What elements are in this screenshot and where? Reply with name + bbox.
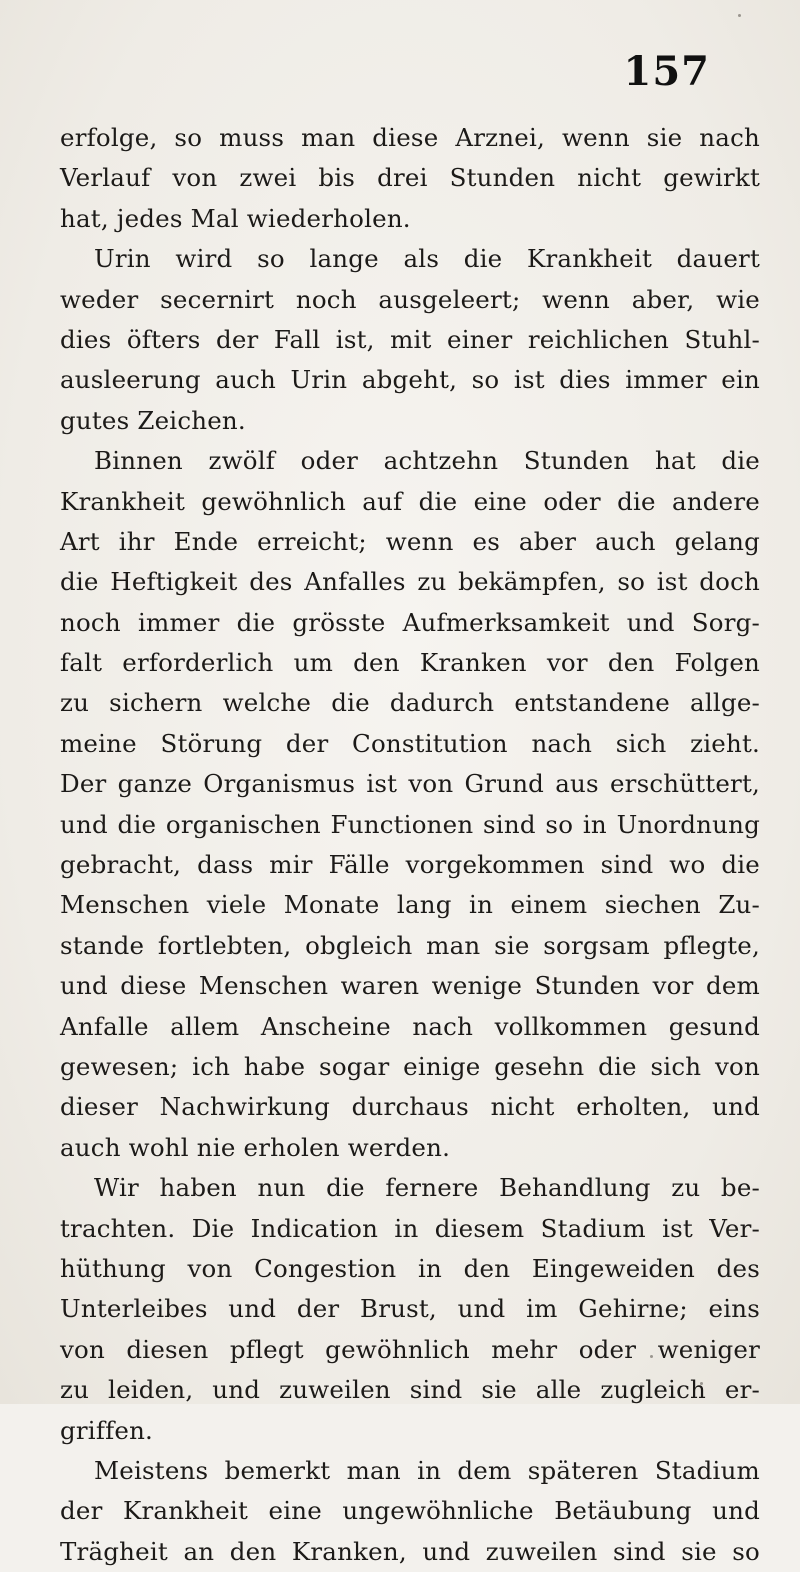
- paragraph-start-line: Urin wird so lange als die Krankheit dauert: [94, 244, 760, 274]
- text-line: zu leiden, und zuweilen sind sie alle zugleich er-: [60, 1375, 760, 1405]
- text-line: der Krankheit eine ungewöhnliche Betäubung und: [60, 1496, 760, 1526]
- text-line: falt erforderlich um den Kranken vor den Folgen: [60, 648, 760, 678]
- text-line: Menschen viele Monate lang in einem siechen Zu-: [60, 890, 760, 920]
- text-line: ausleerung auch Urin abgeht, so ist dies immer ein: [60, 365, 760, 395]
- text-line: hüthung von Congestion in den Eingeweiden des: [60, 1253, 760, 1283]
- text-line: zu sichern welche die dadurch entstandene allge-: [60, 688, 760, 718]
- text-line: dieser Nachwirkung durchaus nicht erholten, und: [60, 1092, 760, 1122]
- text-line: erfolge, so muss man diese Arznei, wenn sie nach: [60, 123, 760, 152]
- text-line: und diese Menschen waren wenige Stunden vor dem: [60, 971, 760, 1001]
- text-line: auch wohl nie erholen werden.: [60, 1132, 451, 1162]
- text-line: von diesen pflegt gewöhnlich mehr oder weniger: [60, 1334, 760, 1364]
- page-number: 157: [623, 48, 710, 95]
- text-line: hat, jedes Mal wiederholen.: [60, 203, 411, 233]
- text-line: und die organischen Functionen sind so in Unordnung: [60, 809, 760, 839]
- text-line: Der ganze Organismus ist von Grund aus erschüttert,: [60, 769, 760, 799]
- text-line: Verlauf von zwei bis drei Stunden nicht gewirkt: [60, 163, 760, 193]
- text-line: meine Störung der Constitution nach sich zieht.: [60, 728, 760, 758]
- paper-speck: [738, 14, 741, 17]
- paragraph-start-line: Meistens bemerkt man in dem späteren Stadium: [94, 1455, 760, 1485]
- text-line: noch immer die grösste Aufmerksamkeit und Sorg-: [60, 607, 760, 637]
- text-line: Trägheit an den Kranken, und zuweilen sind sie so: [60, 1536, 760, 1566]
- text-line: Anfalle allem Anscheine nach vollkommen gesund: [60, 1011, 760, 1041]
- body-text: [60, 118, 760, 1572]
- text-line: gutes Zeichen.: [60, 405, 246, 435]
- text-line: gewesen; ich habe sogar einige gesehn die sich von: [60, 1051, 760, 1081]
- text-line: Art ihr Ende erreicht; wenn es aber auch gelang: [60, 526, 760, 556]
- text-line: die Heftigkeit des Anfalles zu bekämpfen, so ist doch: [60, 567, 760, 597]
- paragraph-start-line: Binnen zwölf oder achtzehn Stunden hat die: [94, 446, 760, 476]
- text-line: Krankheit gewöhnlich auf die eine oder die andere: [60, 486, 760, 516]
- text-line: Unterleibes und der Brust, und im Gehirne; eins: [60, 1294, 760, 1324]
- text-line: weder secernirt noch ausgeleert; wenn aber, wie: [60, 284, 760, 314]
- paragraph-start-line: Wir haben nun die fernere Behandlung zu be-: [94, 1173, 760, 1203]
- text-line: dies öfters der Fall ist, mit einer reichlichen Stuhl-: [60, 324, 760, 354]
- text-line: stande fortlebten, obgleich man sie sorgsam pflegte,: [60, 930, 760, 960]
- text-line: trachten. Die Indication in diesem Stadium ist Ver-: [60, 1213, 760, 1243]
- text-line: gebracht, dass mir Fälle vorgekommen sind wo die: [60, 850, 760, 880]
- text-line: griffen.: [60, 1415, 154, 1445]
